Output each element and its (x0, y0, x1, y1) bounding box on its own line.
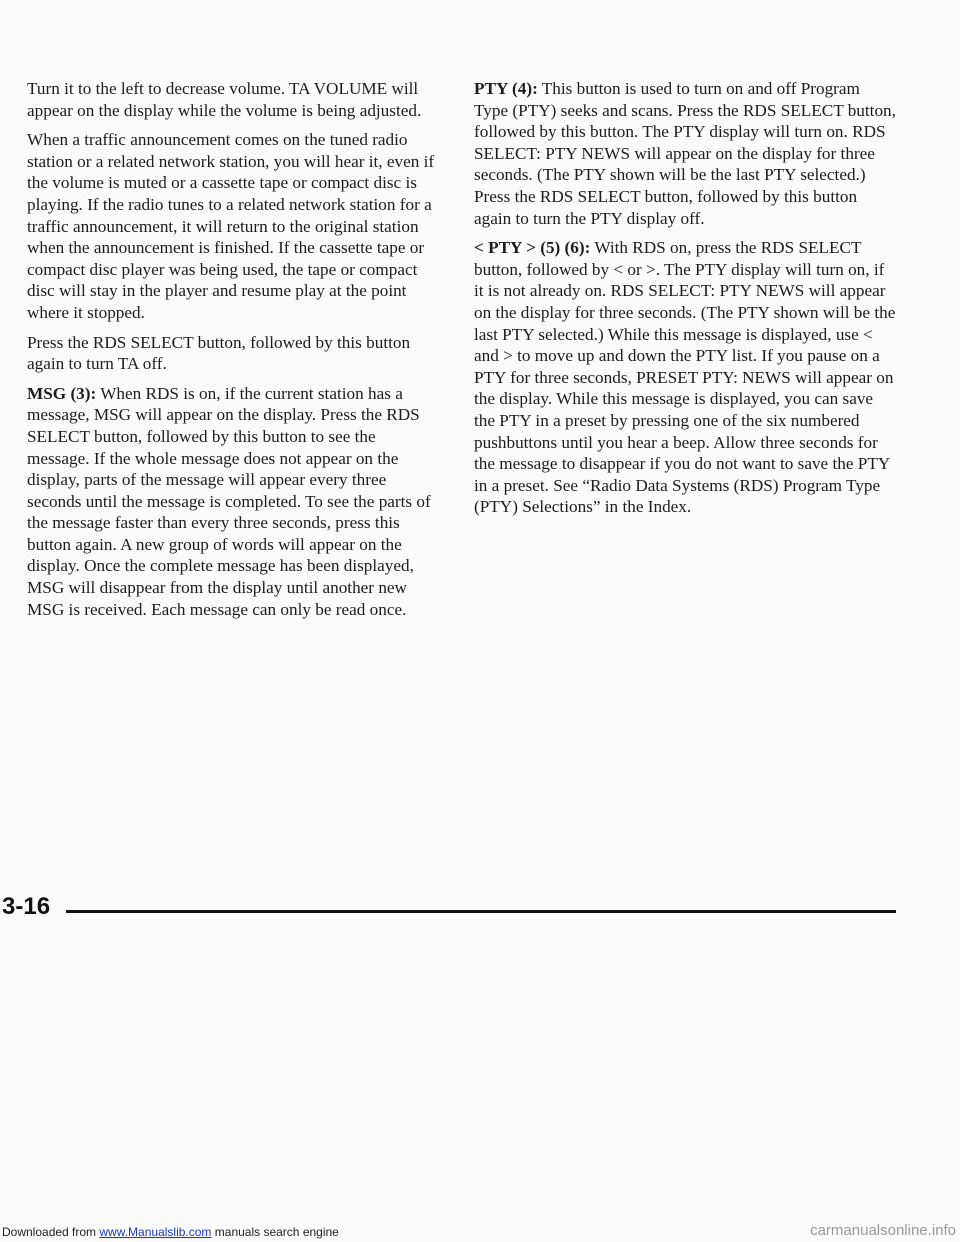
pty-arrows-heading: < PTY > (5) (6): (474, 238, 591, 258)
ta-off-paragraph: Press the RDS SELECT button, followed by this button again to turn TA off. (27, 332, 411, 374)
pty-arrows-text: With RDS on, press the RDS SELECT button, followed by < or >. The PTY display will turn on, if it is not already on. RDS SELECT: PTY NEWS will appear on the display for three seconds. (The PTY shown will be the last PTY selected.) While this message is displayed, use < and > to move up and down the PTY list. If you pause on a PTY for three seconds, PRESET PTY: NEWS will appear on the display. While this message is displayed, you can save the PTY in a preset by pressing one of the six numbered pushbuttons until you hear a beep. Allow three seconds for the message to disappear if you do not want to save the PTY in a preset. See “Radio Data Systems (RDS) Program Type (PTY) Selections” in the Index. (474, 238, 896, 517)
traffic-announcement-paragraph: When a traffic announcement comes on the tuned radio station or a related network station, you will hear it, even if the volume is muted or a cassette tape or compact disc is playing. If the radio tunes to a related network station for a traffic announcement, it will return to the original station when the announcement is finished. If the cassette tape or compact disc player was being used, the tape or compact disc will stay in the player and resume play at the point where it stopped. (27, 130, 435, 322)
download-footer (2, 1225, 339, 1239)
pty-text: This button is used to turn on and off Program Type (PTY) seeks and scans. Press the RDS SELECT button, followed by this button. The PTY display will turn on. RDS SELECT: PTY NEWS will appear on the display for three seconds. (The PTY shown will be the last PTY selected.) Press the RDS SELECT button, followed by this button again to turn the PTY display off. (474, 79, 896, 228)
pty-paragraph (474, 78, 896, 229)
msg-text: When RDS is on, if the current station has a message, MSG will appear on the display. Press the RDS SELECT button, followed by this button to see the message. If the whole message does not appear on the display, parts of the message will appear every three seconds until the message is completed. To see the parts of the message faster than every three seconds, press this button again. A new group of words will appear on the display. Once the complete message has been displayed, MSG will disappear from the display until another new MSG is received. Each message can only be read once. (27, 383, 431, 619)
manualslib-link[interactable]: www.Manualslib.com (99, 1225, 212, 1239)
pty-arrows-paragraph (474, 237, 896, 518)
volume-paragraph: Turn it to the left to decrease volume. TA VOLUME will appear on the display while the volume is being adjusted. (27, 79, 422, 120)
footer-suffix: manuals search engine (211, 1225, 339, 1239)
watermark-text: carmanualsonline.info (810, 1222, 956, 1239)
msg-paragraph (27, 383, 437, 621)
right-column (474, 78, 896, 526)
pty-heading: PTY (4): (474, 79, 538, 98)
footer-rule (66, 910, 896, 913)
footer-prefix: Downloaded from (2, 1225, 100, 1239)
page-number: 3-16 (2, 893, 51, 920)
left-column (27, 78, 437, 628)
msg-heading: MSG (3): (27, 383, 97, 403)
